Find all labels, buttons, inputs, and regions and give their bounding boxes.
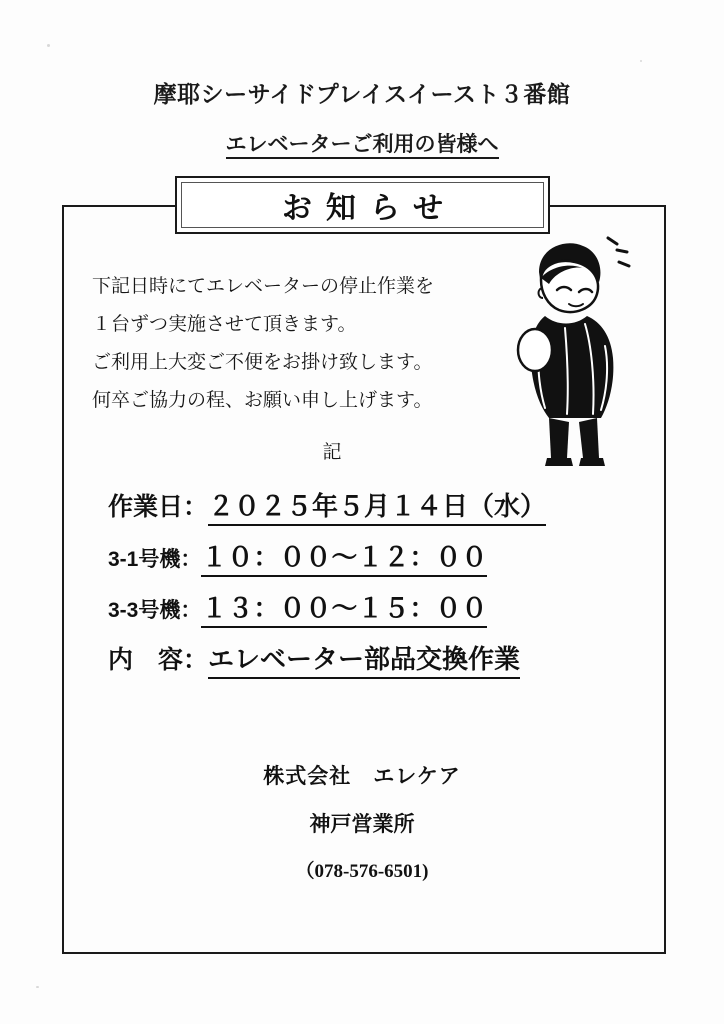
body-line-1: 下記日時にてエレベーターの停止作業を (92, 276, 435, 297)
detail-value-contents: エレベーター部品交換作業 (208, 639, 520, 679)
detail-label-unit-3-3: 3-3号機： (108, 599, 202, 622)
detail-value-unit-3-1: １０：００～１２：００ (201, 537, 487, 577)
detail-list (108, 486, 628, 690)
scan-speck (640, 60, 642, 62)
detail-value-unit-3-3: １３：００～１５：００ (201, 588, 487, 628)
notice-banner (175, 176, 550, 234)
detail-label-unit-3-1: 3-1号機： (108, 548, 202, 571)
body-line-3: ご利用上大変ご不便をお掛け致します。 (92, 352, 433, 373)
footer-office: 神戸営業所 (309, 813, 415, 836)
scan-speck (47, 44, 50, 47)
detail-label-contents: 内 容： (108, 646, 209, 674)
footer-company: 株式会社 エレケア (263, 765, 461, 788)
detail-label-work-date: 作業日： (108, 493, 209, 521)
footer-phone: （078-576-6501) (295, 861, 429, 882)
notice-banner-inner (181, 182, 544, 228)
detail-row (108, 486, 628, 526)
page-subtitle (0, 128, 724, 158)
detail-row (108, 639, 628, 679)
page-subtitle-text: エレベーターご利用の皆様へ (226, 133, 499, 159)
bowing-person-illustration (505, 232, 655, 472)
body-line-2: １台ずつ実施させて頂きます。 (92, 314, 357, 335)
body-line-4: 何卒ご協力の程、お願い申し上げます。 (92, 390, 433, 411)
detail-value-work-date: ２０２５年５月１４日（水） (208, 486, 546, 526)
scan-speck (36, 986, 39, 988)
notice-banner-text: お知らせ (281, 192, 458, 225)
body-paragraph (92, 268, 512, 420)
detail-row (108, 588, 628, 628)
footer-block (62, 760, 662, 883)
detail-row (108, 537, 628, 577)
ki-mark: 記 (322, 442, 342, 463)
page-title: 摩耶シーサイドプレイスイースト３番館 (153, 81, 571, 107)
